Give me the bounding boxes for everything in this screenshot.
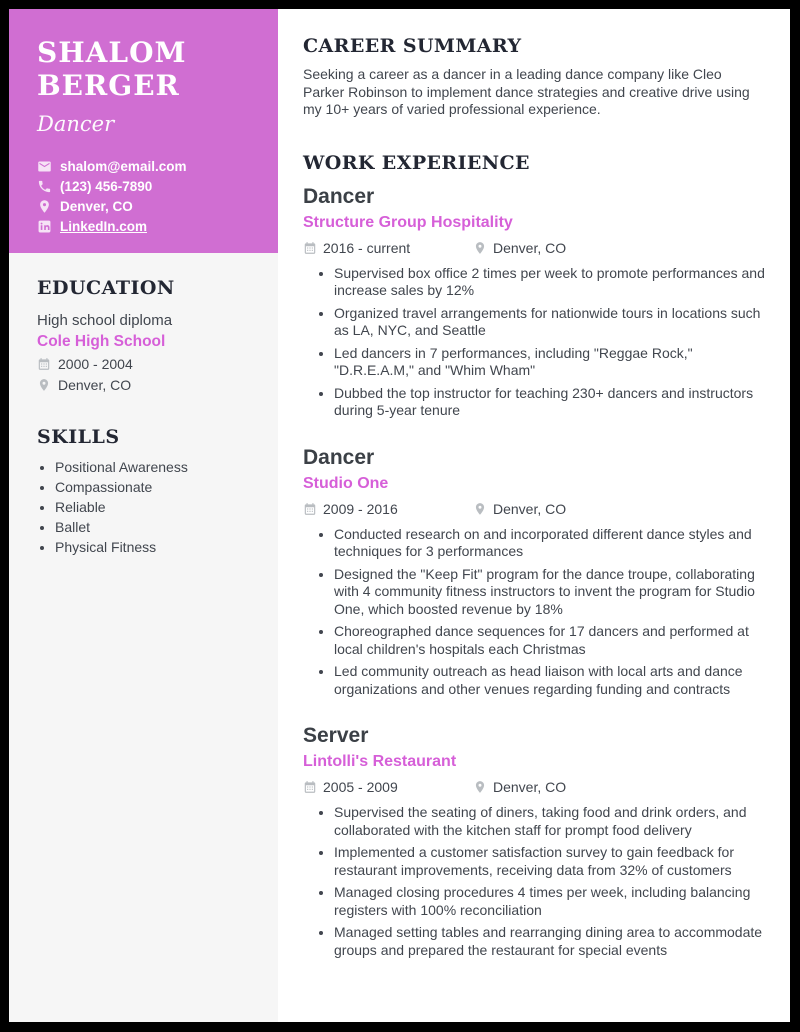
job-meta-row: [303, 499, 766, 519]
email-icon: [37, 159, 52, 174]
job-meta-row: [303, 777, 766, 797]
job-location-row: [473, 501, 566, 517]
jobs-list: [303, 184, 766, 960]
job-title: Server: [303, 724, 369, 747]
skills-heading: SKILLS: [37, 426, 120, 448]
contact-item: [37, 156, 254, 176]
job-title: Dancer: [303, 445, 375, 469]
job-bullet: • Supervised box office 2 times per week to promote performances and increase sales by 12%: [334, 265, 766, 300]
job-bullet: • Implemented a customer satisfaction survey to gain feedback for restaurant improvements, receiving data from 32% of customers: [334, 844, 766, 879]
contact-item: [37, 216, 254, 236]
job-bullet: • Managed closing procedures 4 times per week, including balancing registers with 100% reconciliation: [334, 884, 766, 919]
job-dates: 2009 - 2016: [323, 500, 398, 517]
job-bullet: • Led community outreach as head liaison with local arts and dance organizations and other venues regarding funding and contracts: [334, 663, 766, 698]
job-title: Dancer: [303, 184, 375, 208]
contact-item: [37, 196, 254, 216]
education-location-row: [37, 374, 258, 395]
contact-text: (123) 456-7890: [60, 178, 153, 194]
linkedin-link[interactable]: LinkedIn.com: [60, 218, 148, 234]
calendar-icon: [37, 357, 51, 371]
job-meta-row: [303, 238, 766, 258]
resume-page: [9, 9, 790, 1022]
job-entry: [303, 184, 766, 420]
job-bullet-list: [303, 526, 766, 699]
job-bullet: • Dubbed the top instructor for teaching 230+ dancers and instructors during 5-year tenure: [334, 385, 766, 420]
job-bullet: • Conducted research on and incorporated different dance styles and techniques for 3 performances: [334, 526, 766, 561]
education-degree: High school diploma: [37, 312, 173, 329]
job-location: Denver, CO: [493, 500, 567, 517]
job-location: Denver, CO: [493, 779, 567, 795]
job-bullet: • Managed setting tables and rearranging dining area to accommodate groups and prepared the restaurant for special events: [334, 924, 766, 959]
contact-item: [37, 176, 254, 196]
candidate-name-line1: SHALOM: [37, 36, 187, 69]
linkedin-icon: [37, 219, 52, 234]
skills-section: [37, 426, 258, 557]
job-company: Lintolli's Restaurant: [303, 753, 457, 770]
job-bullet-list: [303, 804, 766, 959]
education-location: Denver, CO: [58, 376, 132, 393]
education-heading: EDUCATION: [37, 277, 175, 299]
skill-item: • Positional Awareness: [55, 457, 258, 477]
job-bullet: • Choreographed dance sequences for 17 dancers and performed at local children's hospitals each Christmas: [334, 623, 766, 658]
job-bullet-list: [303, 265, 766, 420]
job-entry: [303, 445, 766, 699]
career-summary-heading: CAREER SUMMARY: [303, 35, 522, 57]
location-pin-icon: [473, 241, 487, 255]
job-company: Structure Group Hospitality: [303, 213, 513, 231]
education-dates: 2000 - 2004: [58, 355, 133, 372]
job-company: Studio One: [303, 474, 389, 492]
location-pin-icon: [37, 378, 51, 392]
skill-item: • Physical Fitness: [55, 537, 258, 557]
candidate-job-title: Dancer: [37, 112, 115, 136]
phone-icon: [37, 179, 52, 194]
skills-list: [37, 457, 258, 557]
job-bullet: • Supervised the seating of diners, taking food and drink orders, and collaborated with the kitchen staff for prompt food delivery: [334, 804, 766, 839]
job-location: Denver, CO: [493, 239, 567, 256]
job-location-row: [473, 779, 566, 795]
job-dates-row: [303, 240, 473, 256]
career-summary-section: [303, 35, 766, 119]
work-experience-heading: WORK EXPERIENCE: [303, 151, 530, 174]
calendar-icon: [303, 502, 317, 516]
sidebar-body: [9, 253, 278, 557]
job-dates: 2016 - current: [323, 239, 411, 256]
candidate-name: [37, 36, 254, 102]
job-entry: [303, 723, 766, 959]
location-pin-icon: [473, 780, 487, 794]
candidate-name-line2: BERGER: [37, 69, 180, 102]
location-pin-icon: [473, 502, 487, 516]
education-school: Cole High School: [37, 333, 166, 350]
job-dates: 2005 - 2009: [323, 779, 398, 795]
education-section: [37, 277, 258, 395]
job-bullet: • Organized travel arrangements for nationwide tours in locations such as LA, NYC, and Seattle: [334, 305, 766, 340]
sidebar: [9, 9, 278, 1022]
contact-list: [37, 156, 254, 236]
skill-item: • Compassionate: [55, 477, 258, 497]
calendar-icon: [303, 780, 317, 794]
main-column: [278, 9, 790, 1022]
skill-item: • Ballet: [55, 517, 258, 537]
education-dates-row: [37, 353, 258, 374]
job-dates-row: [303, 501, 473, 517]
job-location-row: [473, 240, 566, 256]
work-experience-section: [303, 152, 766, 960]
job-dates-row: [303, 779, 473, 795]
job-bullet: • Led dancers in 7 performances, including "Reggae Rock," "D.R.E.A.M," and "Whim Wham": [334, 345, 766, 380]
calendar-icon: [303, 241, 317, 255]
sidebar-header-block: [9, 9, 278, 253]
job-bullet: • Designed the "Keep Fit" program for the dance troupe, collaborating with 4 community fitness instructors to invent the program for Studio One, which boosted revenue by 18%: [334, 566, 766, 619]
career-summary-text: Seeking a career as a dancer in a leading dance company like Cleo Parker Robinson to implement dance strategies and creative drive using my 10+ years of varied professional experience.: [303, 66, 750, 117]
skill-item: • Reliable: [55, 497, 258, 517]
contact-text: shalom@email.com: [60, 158, 187, 174]
contact-text: Denver, CO: [60, 198, 133, 214]
location-icon: [37, 199, 52, 214]
